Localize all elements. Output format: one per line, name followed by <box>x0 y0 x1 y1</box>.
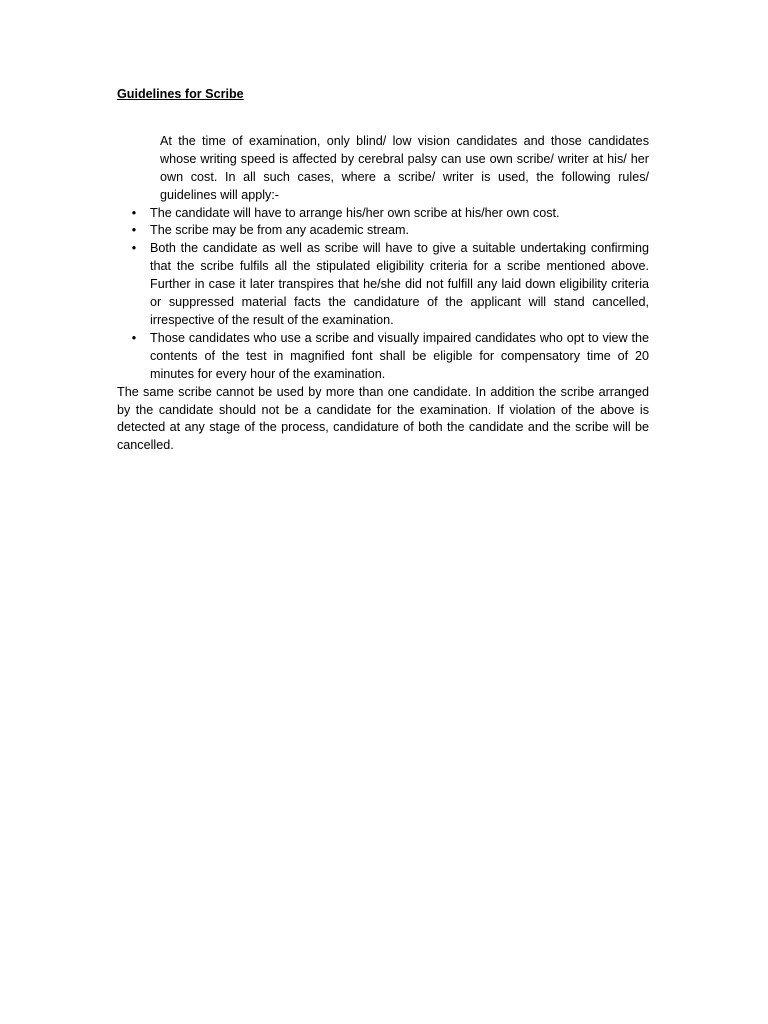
document-page <box>117 86 649 455</box>
bullet-icon: • <box>131 330 137 345</box>
list-item-text: Those candidates who use a scribe and visually impaired candidates who opt to view the contents of the test in magnified font shall be eligible for compensatory time of 20 minutes for every hour of the examination. <box>150 330 649 381</box>
intro-paragraph: At the time of examination, only blind/ low vision candidates and those candidates whose writing speed is affected by cerebral palsy can use own scribe/ writer at his/ her own cost. In all such cases, where a scribe/ writer is used, the following rules/ guidelines will apply:- <box>160 133 649 202</box>
list-item-text: The candidate will have to arrange his/her own scribe at his/her own cost. <box>150 205 560 220</box>
guidelines-list <box>117 205 649 384</box>
document-heading: Guidelines for Scribe <box>117 87 244 101</box>
list-item <box>117 330 649 384</box>
list-item <box>117 205 649 223</box>
list-item <box>117 240 649 330</box>
list-item-text: The scribe may be from any academic stream. <box>150 223 409 238</box>
bullet-icon: • <box>131 205 137 220</box>
bullet-icon: • <box>131 223 137 238</box>
list-item-text: Both the candidate as well as scribe will have to give a suitable undertaking confirming that the scribe fulfils all the stipulated eligibility criteria for a scribe mentioned above. Further in case it later transpires that he/she did not fulfill any laid down eligibility criteria or suppressed material facts the candidature of the applicant will stand cancelled, irrespective of the result of the examination. <box>150 241 649 327</box>
list-item <box>117 222 649 240</box>
bullet-icon: • <box>131 241 137 256</box>
closing-paragraph: The same scribe cannot be used by more than one candidate. In addition the scribe arranged by the candidate should not be a candidate for the examination. If violation of the above is detected at any stage of the process, candidature of both the candidate and the scribe will be cancelled. <box>117 384 649 453</box>
